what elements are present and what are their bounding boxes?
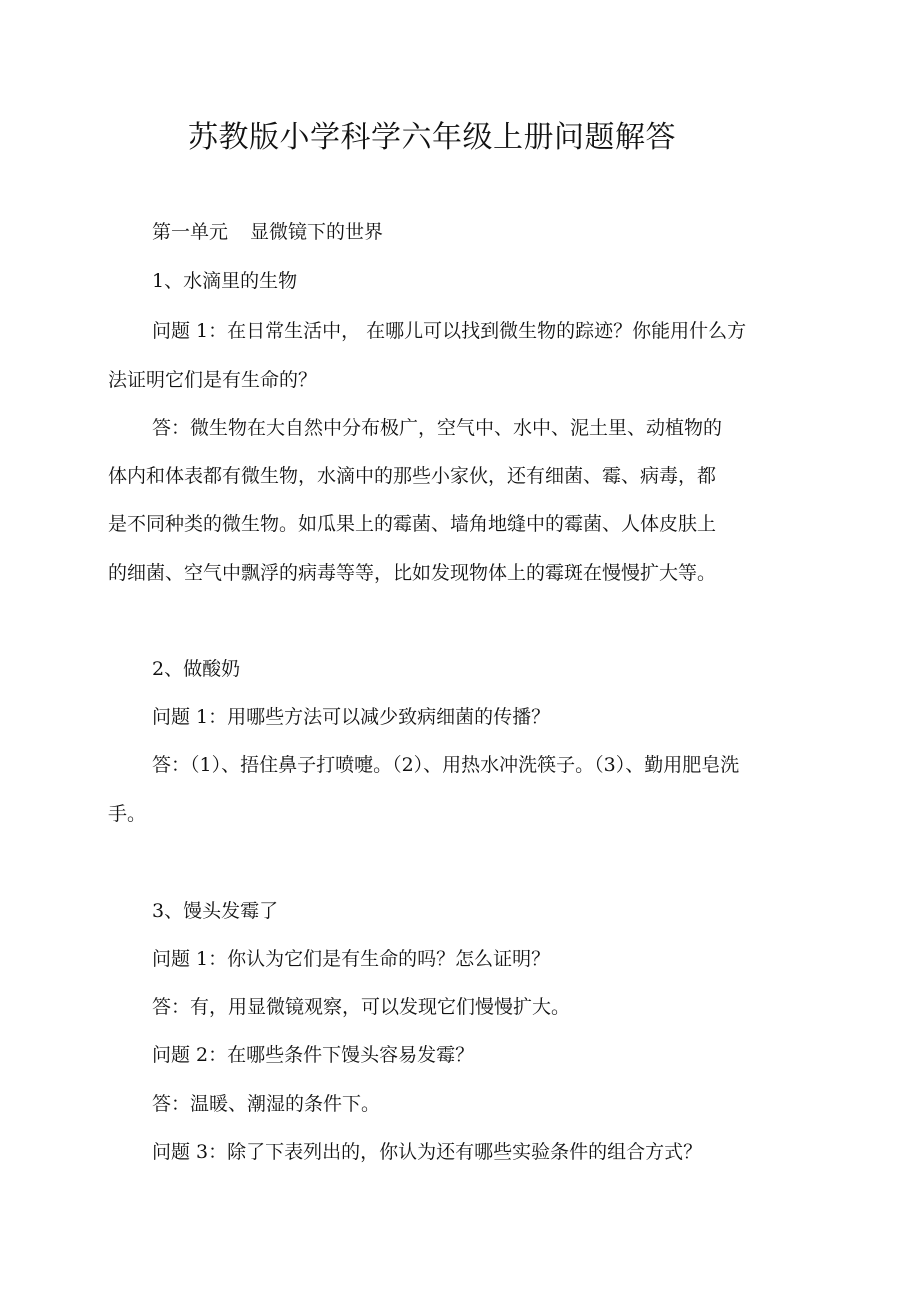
unit-number: 第一单元	[152, 221, 229, 243]
answer-text-continued: 的细菌、空气中飘浮的病毒等等，比如发现物体上的霉斑在慢慢扩大等。	[108, 562, 717, 584]
answer-text-continued: 手。	[108, 803, 147, 825]
answer-text: 答：（1）、捂住鼻子打喷嚏。（2）、用热水冲洗筷子。（3）、勤用肥皂洗	[152, 754, 740, 776]
answer-text-continued: 体内和体表都有微生物，水滴中的那些小家伙，还有细菌、霉、病毒，都	[108, 465, 717, 487]
question-text: 问题 2：在哪些条件下馒头容易发霉？	[152, 1044, 475, 1066]
question-text: 问题 1：你认为它们是有生命的吗？怎么证明？	[152, 948, 551, 970]
section-heading: 1、水滴里的生物	[152, 270, 298, 292]
unit-heading	[152, 219, 383, 245]
answer-text: 答：温暖、潮湿的条件下。	[152, 1093, 381, 1115]
answer-text: 答：有，用显微镜观察，可以发现它们慢慢扩大。	[152, 996, 571, 1018]
answer-text-continued: 是不同种类的微生物。如瓜果上的霉菌、墙角地缝中的霉菌、人体皮肤上	[108, 513, 717, 535]
section-heading: 3、馒头发霉了	[152, 900, 279, 922]
question-text: 问题 1：用哪些方法可以减少致病细菌的传播？	[152, 706, 551, 728]
answer-text: 答：微生物在大自然中分布极广，空气中、水中、泥土里、动植物的	[152, 417, 723, 439]
question-text: 问题 1：在日常生活中， 在哪儿可以找到微生物的踪迹？你能用什么方	[152, 320, 747, 342]
question-text-continued: 法证明它们是有生命的？	[108, 369, 318, 391]
section-heading: 2、做酸奶	[152, 658, 241, 680]
document-title: 苏教版小学科学六年级上册问题解答	[188, 120, 676, 155]
unit-name: 显微镜下的世界	[250, 221, 384, 243]
question-text: 问题 3：除了下表列出的，你认为还有哪些实验条件的组合方式？	[152, 1141, 703, 1163]
